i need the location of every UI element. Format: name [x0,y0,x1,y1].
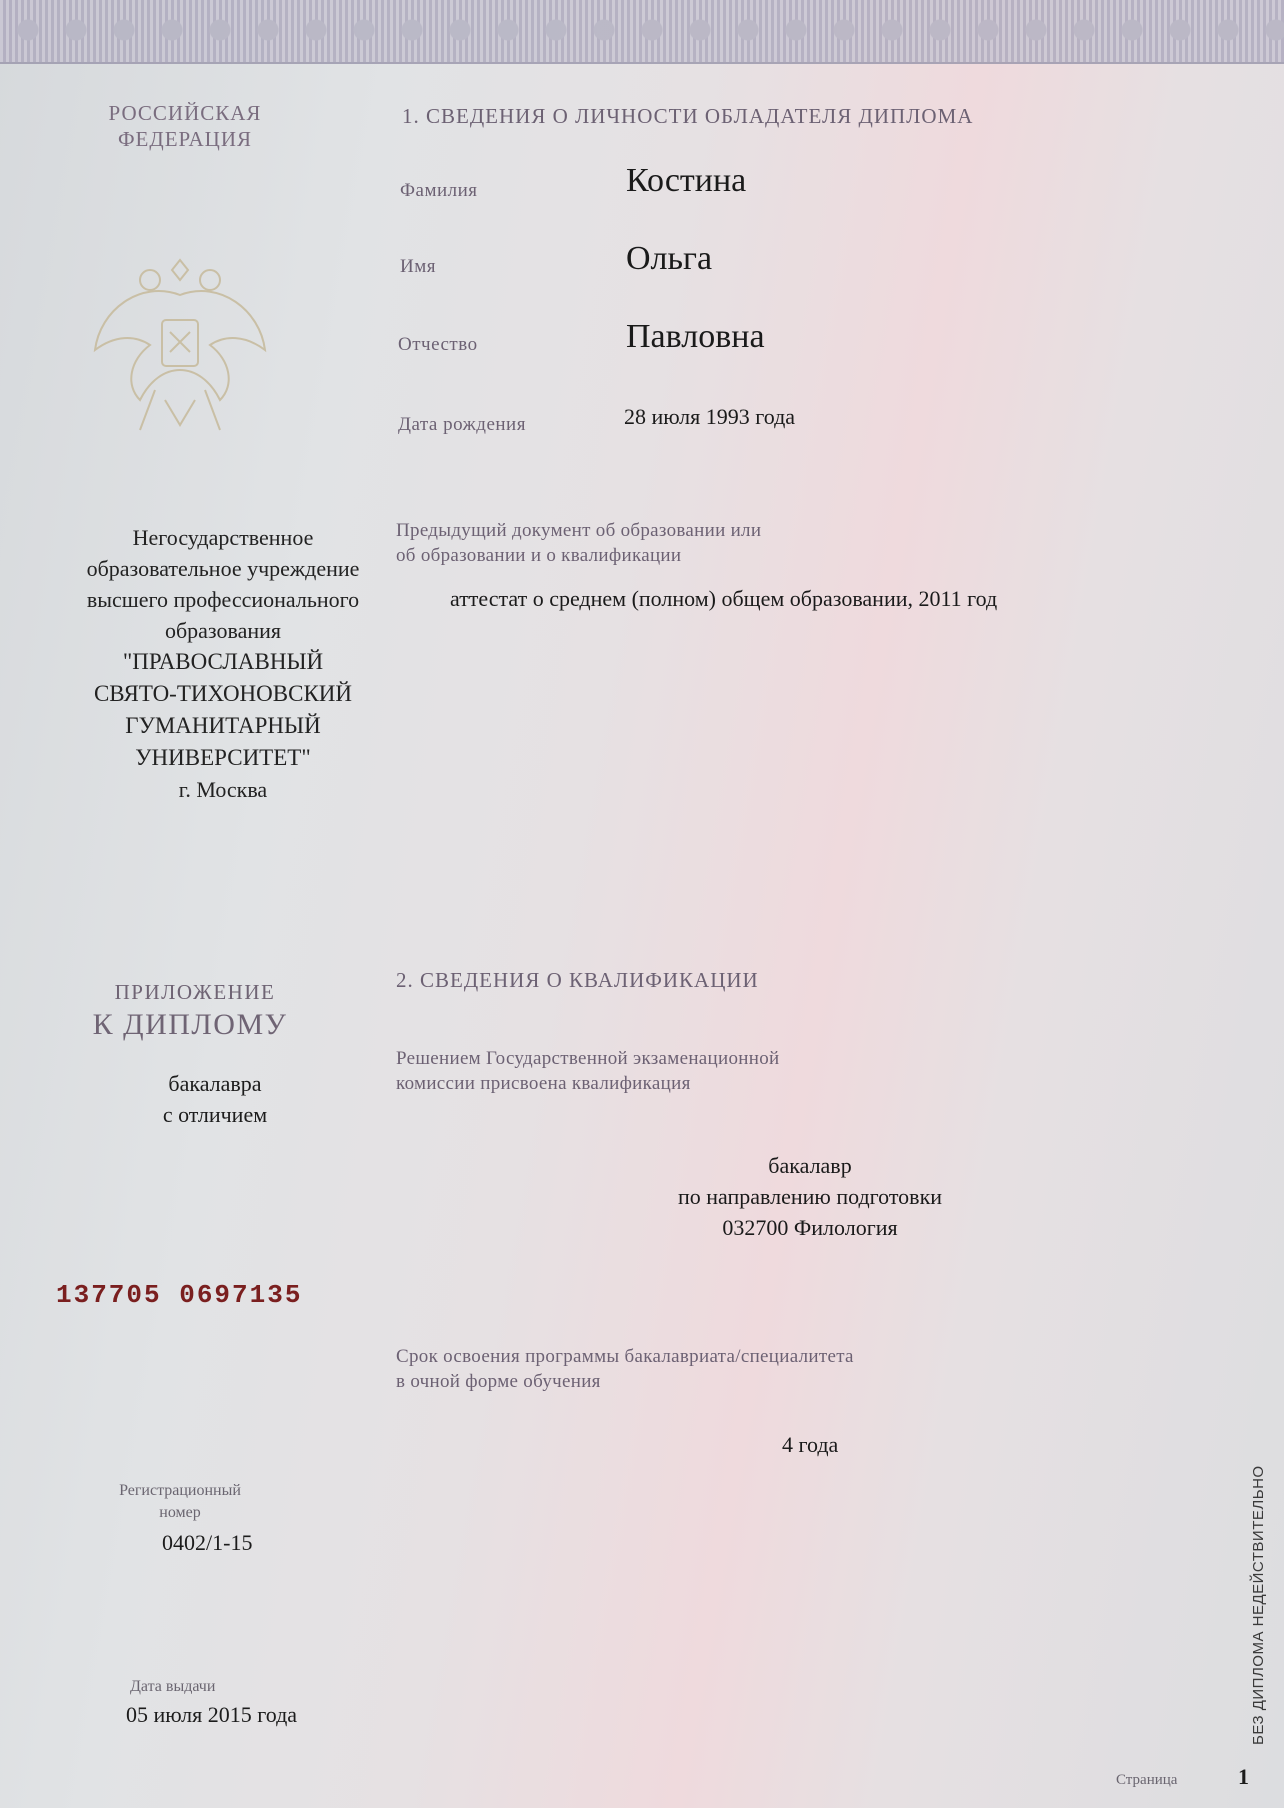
honors-line: с отличием [162,1102,268,1127]
duration-label [396,1344,854,1394]
degree-line: бакалавра [168,1071,262,1096]
registration-label-line: номер [159,1504,201,1521]
coat-of-arms-icon [80,240,280,450]
institution-block [70,522,376,805]
qualification-direction-label: по направлению подготовки [677,1184,943,1209]
surname-value: Костина [626,162,747,199]
dob-label: Дата рождения [398,414,526,435]
institution-line: образовательное учреждение [86,556,360,581]
qualification-title: бакалавр [768,1153,852,1178]
decision-label-line: комиссии присвоена квалификация [396,1073,691,1094]
decorative-top-border [0,0,1284,64]
prev-doc-label-line: об образовании и о квалификации [396,545,682,566]
validity-side-note: БЕЗ ДИПЛОМА НЕДЕЙСТВИТЕЛЬНО [1250,1465,1267,1745]
institution-name-line: СВЯТО-ТИХОНОВСКИЙ [93,681,353,706]
institution-line: Негосударственное [132,525,314,550]
qualification-block [610,1150,1010,1243]
surname-label: Фамилия [400,180,478,201]
institution-name-line: УНИВЕРСИТЕТ" [135,745,311,770]
degree-block [130,1068,300,1130]
dob-value: 28 июля 1993 года [624,404,796,429]
page-number: 1 [1238,1764,1249,1789]
country-title: РОССИЙСКАЯ ФЕДЕРАЦИЯ [108,101,262,151]
institution-city: г. Москва [178,777,268,802]
registration-number: 0402/1-15 [162,1530,253,1555]
appendix-title-large: К ДИПЛОМУ [92,1008,288,1041]
qualification-decision-label [396,1046,779,1096]
section2-title: 2. СВЕДЕНИЯ О КВАЛИФИКАЦИИ [396,968,759,992]
patronymic-value: Павловна [626,318,765,355]
institution-line: высшего профессионального [86,587,360,612]
patronymic-label: Отчество [398,334,478,355]
institution-name-line: "ПРАВОСЛАВНЫЙ [122,649,324,674]
prev-doc-value: аттестат о среднем (полном) общем образовании, 2011 год [450,586,998,611]
duration-label-line: Срок освоения программы бакалавриата/специалитета [396,1346,854,1367]
issue-date-label: Дата выдачи [130,1678,216,1695]
institution-line: образования [164,618,282,643]
page-label: Страница [1116,1772,1178,1788]
name-value: Ольга [626,240,713,277]
section1-title: 1. СВЕДЕНИЯ О ЛИЧНОСТИ ОБЛАДАТЕЛЯ ДИПЛОМА [402,104,974,128]
qualification-direction-value: 032700 Филология [722,1215,898,1240]
serial-number: 137705 0697135 [56,1280,303,1310]
duration-label-line: в очной форме обучения [396,1371,601,1392]
duration-value: 4 года [782,1432,839,1457]
decision-label-line: Решением Государственной экзаменационной [396,1048,780,1069]
appendix-title-small: ПРИЛОЖЕНИЕ [114,980,276,1004]
name-label: Имя [400,256,436,277]
prev-doc-label-line: Предыдущий документ об образовании или [396,520,762,541]
prev-doc-label [396,518,761,568]
registration-label [100,1480,260,1524]
issue-date: 05 июля 2015 года [126,1702,298,1727]
registration-label-line: Регистрационный [119,1482,241,1499]
institution-name-line: ГУМАНИТАРНЫЙ [125,713,321,738]
